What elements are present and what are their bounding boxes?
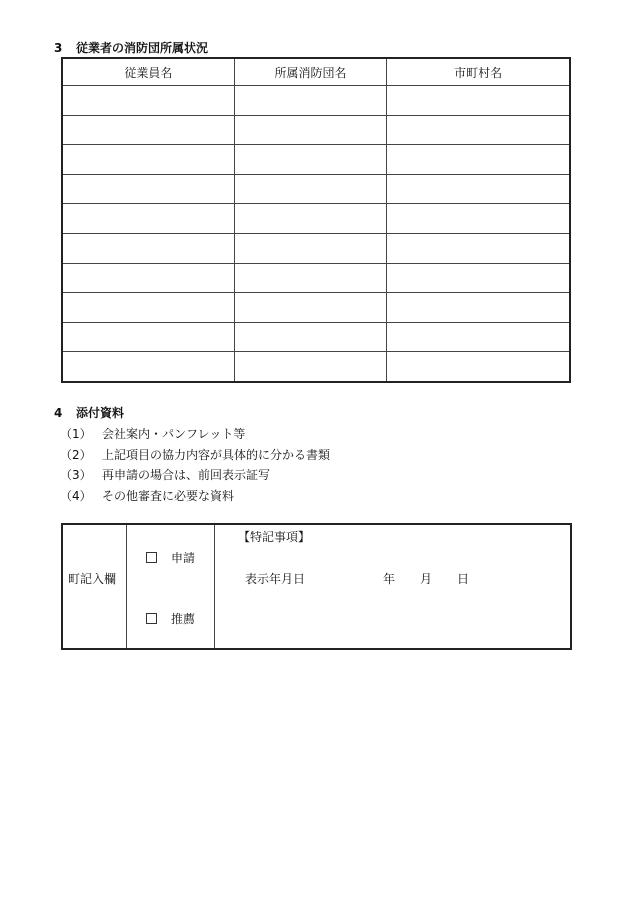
table-row — [62, 145, 570, 175]
attachment-text: 再申請の場合は、前回表示証写 — [102, 468, 271, 482]
fire-brigade-cell[interactable] — [234, 115, 386, 145]
municipality-cell[interactable] — [387, 293, 570, 323]
municipality-cell[interactable] — [387, 352, 570, 382]
employee-name-cell[interactable] — [62, 174, 234, 204]
fire-brigade-cell[interactable] — [234, 233, 386, 263]
employee-name-cell[interactable] — [62, 145, 234, 175]
year-label: 年 — [383, 572, 396, 586]
month-label: 月 — [420, 572, 433, 586]
section4-title: 添付資料 — [76, 406, 125, 420]
section4-heading — [54, 404, 124, 421]
municipality-cell[interactable] — [387, 174, 570, 204]
town-entry-box — [61, 523, 572, 650]
attachment-text: 会社案内・パンフレット等 — [102, 427, 246, 441]
apply-option[interactable] — [146, 549, 195, 566]
table-row — [62, 174, 570, 204]
table-row — [62, 204, 570, 234]
municipality-cell[interactable] — [387, 263, 570, 293]
fire-brigade-cell[interactable] — [234, 293, 386, 323]
box-divider-1 — [126, 525, 127, 648]
table-row — [62, 293, 570, 323]
special-notes-title: 【特記事項】 — [238, 530, 311, 544]
attachment-item — [60, 446, 330, 463]
table-row — [62, 86, 570, 116]
recommend-option[interactable] — [146, 610, 195, 627]
apply-checkbox[interactable] — [146, 552, 157, 563]
municipality-cell[interactable] — [387, 204, 570, 234]
attachment-num: （1） — [60, 427, 92, 441]
day-label: 日 — [457, 572, 470, 586]
fire-brigade-cell[interactable] — [234, 322, 386, 352]
municipality-cell[interactable] — [387, 86, 570, 116]
municipality-cell[interactable] — [387, 322, 570, 352]
employee-name-cell[interactable] — [62, 352, 234, 382]
municipality-cell[interactable] — [387, 233, 570, 263]
box-divider-2 — [214, 525, 215, 648]
table-row — [62, 233, 570, 263]
employee-name-cell[interactable] — [62, 233, 234, 263]
recommend-checkbox[interactable] — [146, 613, 157, 624]
fire-brigade-cell[interactable] — [234, 263, 386, 293]
table-row — [62, 263, 570, 293]
town-entry-label: 町記入欄 — [68, 572, 117, 586]
attachment-item — [60, 487, 234, 504]
section4-number: 4 — [54, 406, 63, 420]
municipality-cell[interactable] — [387, 115, 570, 145]
fire-brigade-cell[interactable] — [234, 174, 386, 204]
col-fire-brigade: 所属消防団名 — [234, 58, 386, 86]
fire-brigade-cell[interactable] — [234, 145, 386, 175]
employee-name-cell[interactable] — [62, 263, 234, 293]
employee-name-cell[interactable] — [62, 322, 234, 352]
employee-name-cell[interactable] — [62, 293, 234, 323]
col-employee-name: 従業員名 — [62, 58, 234, 86]
attachment-text: その他審査に必要な資料 — [102, 489, 235, 503]
attachment-num: （3） — [60, 468, 92, 482]
employee-name-cell[interactable] — [62, 115, 234, 145]
fire-brigade-cell[interactable] — [234, 204, 386, 234]
attachment-text: 上記項目の協力内容が具体的に分かる書類 — [102, 448, 331, 462]
employee-name-cell[interactable] — [62, 86, 234, 116]
recommend-label: 推薦 — [171, 612, 196, 626]
member-table-header — [62, 58, 570, 86]
fire-brigade-cell[interactable] — [234, 352, 386, 382]
col-municipality: 市町村名 — [387, 58, 570, 86]
attachment-item — [60, 466, 270, 483]
section3-title: 従業者の消防団所属状況 — [76, 41, 209, 55]
employee-name-cell[interactable] — [62, 204, 234, 234]
table-row — [62, 115, 570, 145]
fire-brigade-cell[interactable] — [234, 86, 386, 116]
apply-label: 申請 — [171, 551, 196, 565]
table-row — [62, 322, 570, 352]
attachment-item — [60, 425, 245, 442]
section3-heading — [54, 39, 208, 56]
display-date-label: 表示年月日 — [245, 572, 306, 586]
table-row — [62, 352, 570, 382]
member-table — [61, 57, 571, 383]
municipality-cell[interactable] — [387, 145, 570, 175]
attachment-num: （2） — [60, 448, 92, 462]
section3-number: 3 — [54, 41, 63, 55]
attachment-num: （4） — [60, 489, 92, 503]
